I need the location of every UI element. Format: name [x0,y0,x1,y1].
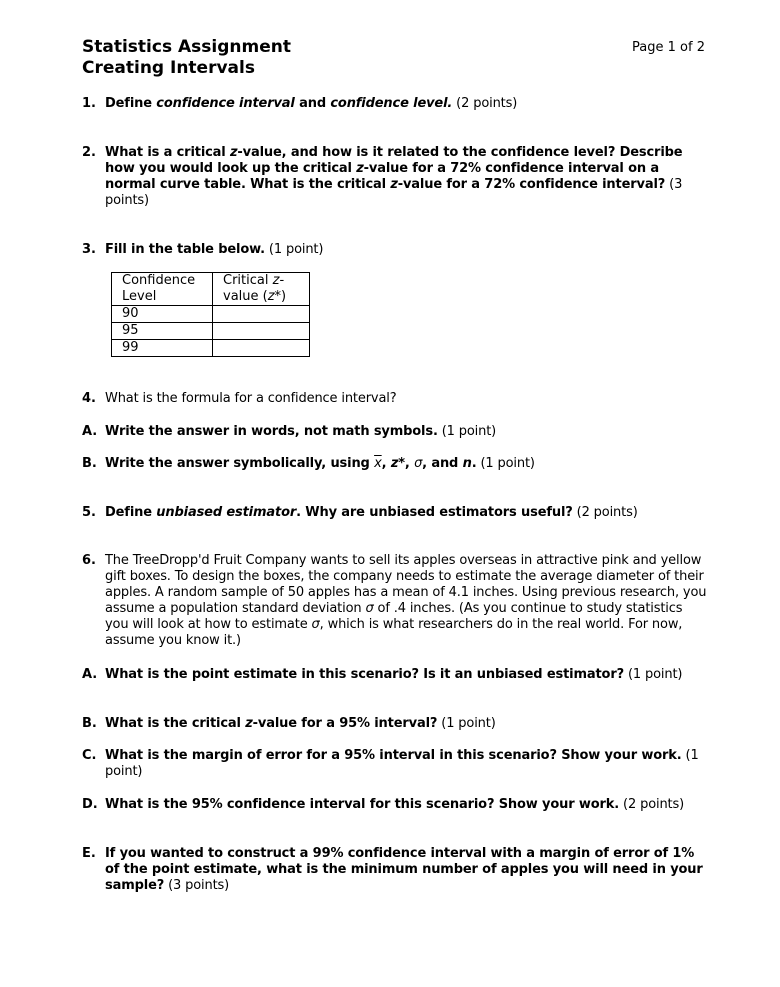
text-segment: σ [311,617,320,632]
text-segment: -value, and how is it related to the confidence level? Describe how you would look up the critical [105,145,683,176]
question-text [105,505,707,521]
question-text [105,424,707,440]
document-title [82,37,291,79]
question-item [82,424,707,440]
question-number: B. [82,716,97,731]
question-text [105,748,707,780]
text-segment: and [294,96,331,111]
text-segment: (1 point) [476,456,535,471]
text-segment: What is the margin of error for a 95% interval in this scenario? Show your work. [105,748,682,763]
text-segment: What is a critical [105,145,230,160]
text-segment: of .4 inches. (As you continue to study statistics you will look at how to estimate [105,601,683,632]
question-item [82,145,707,209]
question-text [105,846,707,894]
text-segment: , which is what researchers do in the real world. For now, assume you know it.) [105,617,683,648]
question-number: A. [82,667,98,682]
question-item [82,242,707,258]
z-value-cell[interactable] [213,323,310,340]
text-segment: (1 point) [264,242,324,257]
text-segment: z [229,145,238,160]
text-segment: z [356,161,364,176]
page-number: Page 1 of 2 [632,40,705,55]
text-segment: Define [105,505,157,520]
confidence-cell: 95 [112,323,213,340]
question-item [82,667,707,683]
question-item [82,748,707,780]
question-number: D. [82,797,98,812]
question-item [82,96,707,112]
text-segment: What is the critical [105,716,246,731]
question-item [82,716,707,732]
critical-value-table [111,272,310,357]
text-segment: . Why are unbiased estimators useful? [296,505,573,520]
question-text [105,145,707,209]
z-value-cell[interactable] [213,306,310,323]
text-segment: (1 point) [437,716,496,731]
question-number: E. [82,846,96,861]
question-text [105,96,707,112]
text-segment: confidence interval [156,96,295,111]
text-segment: (2 points) [572,505,638,520]
table-header-row [112,273,310,306]
text-segment: Define [105,96,157,111]
table-row [112,306,310,323]
question-item [82,797,707,813]
text-segment: (1 point) [623,667,683,682]
question-number: A. [82,424,98,439]
text-segment: (2 points) [619,797,685,812]
confidence-cell: 90 [112,306,213,323]
text-segment: Fill in the table below. [105,242,265,257]
question-item [82,846,707,894]
text-segment: What is the point estimate in this scenario? Is it an unbiased estimator? [105,667,624,682]
question-number: C. [82,748,97,763]
text-segment: σ [414,456,423,471]
confidence-cell: 99 [112,340,213,357]
question-number: 1. [82,96,96,111]
question-item [82,456,707,472]
question-number: 6. [82,553,96,568]
text-segment: confidence level. [330,96,453,111]
text-segment: unbiased estimator [156,505,297,520]
text-segment: If you wanted to construct a 99% confidence interval with a margin of error of 1% of the point estimate, what is the minimum number of apples you will need in your sample? [105,846,703,893]
question-number: 5. [82,505,96,520]
text-segment: -value for a 72% confidence interval on a normal curve table. What is the critical [105,161,659,192]
text-segment: (2 points) [452,96,518,111]
text-segment: n [462,456,472,471]
text-segment: z [390,177,398,192]
table-row [112,323,310,340]
question-text [105,797,707,813]
text-segment: (1 point) [105,748,699,779]
text-segment: σ [365,601,374,616]
text-segment: What is the 95% confidence interval for this scenario? Show your work. [105,797,620,812]
title-line-1: Statistics Assignment [82,37,291,57]
text-segment: , and [422,456,463,471]
text-segment: , [381,456,391,471]
text-segment: (3 points) [105,177,683,208]
question-item [82,553,707,649]
text-segment: The TreeDropp'd Fruit Company wants to sell its apples overseas in attractive pink and yellow gift boxes. To design the boxes, the company needs to estimate the average diameter of their apples. A random sample of 50 apples has a mean of 4.1 inches. Using previous research, you assume a population standard deviation [105,553,707,616]
question-text [105,553,707,649]
text-segment: . [471,456,477,471]
question-text [105,391,707,407]
question-number: B. [82,456,97,471]
text-segment: What is the formula for a confidence interval? [105,391,397,406]
header-confidence-level: Confidence Level [112,273,213,306]
header-critical-z: Critical z- value (z*) [213,273,310,306]
text-segment: Write the answer symbolically, using [105,456,375,471]
question-number: 4. [82,391,96,406]
question-text [105,456,707,472]
question-item [82,391,707,407]
question-text [105,242,707,258]
question-number: 2. [82,145,96,160]
table-row [112,340,310,357]
text-segment: $\overline{x}$ [374,456,382,471]
question-text [105,667,707,683]
text-segment: (1 point) [437,424,497,439]
text-segment: z* [390,456,405,471]
text-segment: Write the answer in words, not math symbols. [105,424,438,439]
text-segment: z [245,716,253,731]
text-segment: (3 points) [164,878,230,893]
question-text [105,716,707,732]
text-segment: , [404,456,415,471]
question-item [82,505,707,521]
z-value-cell[interactable] [213,340,310,357]
title-line-2: Creating Intervals [82,58,255,78]
question-number: 3. [82,242,96,257]
text-segment: -value for a 72% confidence interval? [397,177,666,192]
text-segment: -value for a 95% interval? [252,716,438,731]
